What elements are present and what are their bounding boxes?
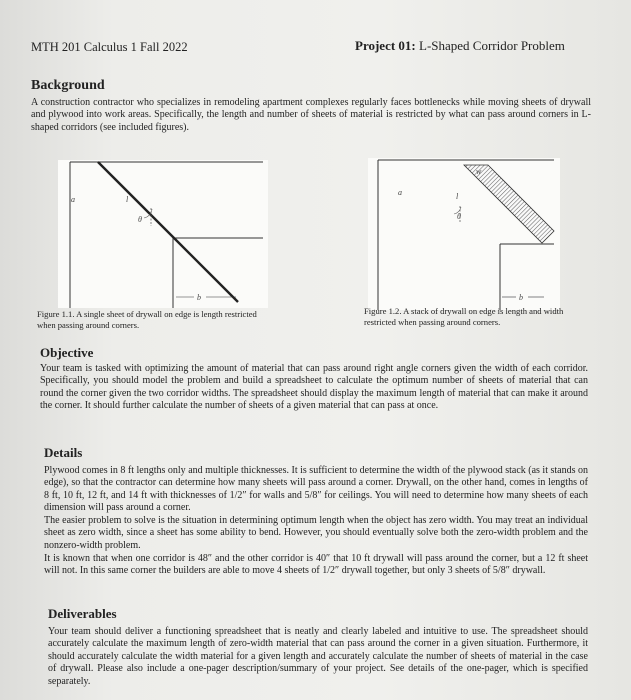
- figure-1-1-background: [58, 160, 268, 308]
- label-w: w: [476, 167, 482, 176]
- label-b: b: [519, 293, 523, 302]
- deliverables-text: Your team should deliver a functioning spreadsheet that is neatly and clearly labeled and intuitive to use. The spreadsheet should accurately calculate the maximum length of zero-width material that can pass around the corner in a given situation. Furthermore, it should accurately calculate the width material for a given length and accurately calculate the number of sheets of material in the case of drywall. Please also include a one-pager description/summary of your project. See details of the one-pager, which is specified separately.: [48, 626, 588, 687]
- label-b: b: [197, 293, 201, 302]
- project-title: [355, 38, 565, 54]
- details-heading: Details: [44, 445, 83, 460]
- details-paragraph-3: It is known that when one corridor is 48″ and the other corridor is 40″ that 10 ft drywall will pass around the corner, but a 12 ft sheet will not. In this same corner the builders are able to move 4 sheets of 1/2″ drywall together, but only 3 sheets of 5/8″ drywall.: [44, 553, 588, 577]
- label-theta: θ: [138, 215, 142, 224]
- details-paragraph-1: Plywood comes in 8 ft lengths only and multiple thicknesses. It is sufficient to determine the width of the plywood stack (as it stands on edge), so that the contractor can determine how many sheets will pass around a corner. Drywall, on the other hand, comes in lengths of 8 ft, 10 ft, 12 ft, and 14 ft with thicknesses of 1/2″ for walls and 5/8″ for ceilings. You will need to determine how many sheets of each dimension will pass around a corner.: [44, 465, 588, 514]
- figure-1-2-diagram: [368, 158, 560, 310]
- label-l: l: [456, 192, 459, 201]
- figure-1-2-caption: Figure 1.2. A stack of drywall on edge is length and width restricted when passing around corners.: [364, 306, 564, 327]
- background-text: A construction contractor who specializes in remodeling apartment complexes regularly faces bottlenecks while moving sheets of drywall and plywood into work areas. Specifically, the length and number of sheets of material is restricted by what can pass around corners in L-shaped corridors (see included figures).: [31, 97, 591, 133]
- project-name: L-Shaped Corridor Problem: [419, 38, 565, 53]
- label-a: a: [71, 195, 75, 204]
- objective-heading: Objective: [40, 345, 94, 360]
- course-title: MTH 201 Calculus 1 Fall 2022: [31, 40, 188, 54]
- objective-text: Your team is tasked with optimizing the amount of material that can pass around right angle corners given the width of each corridor. Specifically, you should model the problem and build a spreadsheet to calculate the optimum number of sheets of material that can round the corner given the two corridor widths. The spreadsheet should display the maximum length of material that can make it around the corner. It should further calculate the number of sheets of a given material that can pass at once.: [40, 363, 588, 412]
- figure-1-2-background: [368, 158, 560, 310]
- background-heading: Background: [31, 78, 105, 93]
- deliverables-heading: Deliverables: [48, 606, 117, 621]
- figure-1-1-diagram: [58, 160, 268, 308]
- label-l: l: [126, 195, 129, 204]
- label-a: a: [398, 188, 402, 197]
- figure-1-1-caption: Figure 1.1. A single sheet of drywall on edge is length restricted when passing around corners.: [37, 309, 257, 330]
- details-paragraph-2: The easier problem to solve is the situation in determining optimum length when the object has zero width. You may treat an individual sheet as zero width, since a sheet has some ability to bend. However, you should eventually solve both the zero-width problem and the nonzero-width problem.: [44, 515, 588, 551]
- label-theta: θ: [457, 212, 461, 221]
- project-number: Project 01:: [355, 38, 416, 53]
